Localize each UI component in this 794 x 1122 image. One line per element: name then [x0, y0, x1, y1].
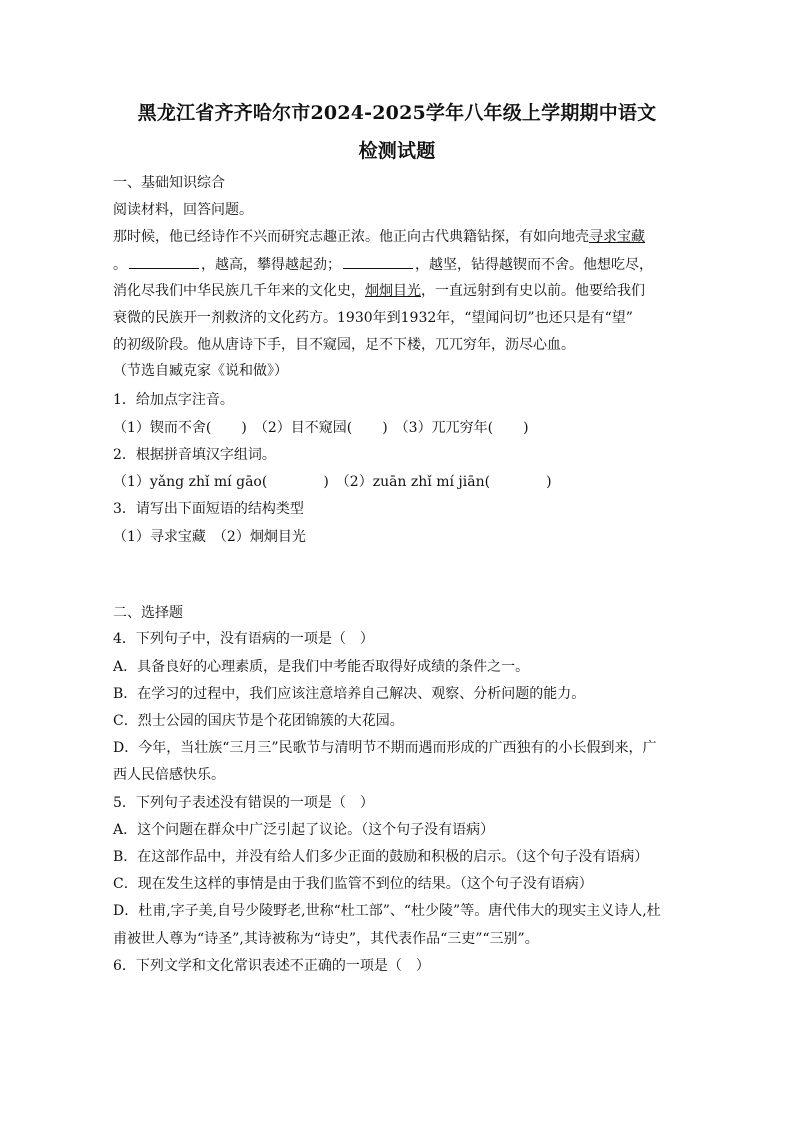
q5-option-b[interactable]: B．在这部作品中，并没有给人们多少正面的鼓励和积极的启示。（这个句子没有语病） — [113, 849, 649, 865]
passage-line-5: 的初级阶段。他从唐诗下手，目不窥园，足不下楼，兀兀穷年，沥尽心血。 — [113, 337, 575, 353]
underlined-phrase: 炯炯目光 — [365, 283, 421, 299]
q2-item-2: ) （2）zuān zhǐ mí jiān( — [323, 474, 491, 490]
q5-option-d-cont: 甫被世人尊为“诗圣”,其诗被称为“诗史”，其代表作品“三吏”“三别”。 — [113, 931, 539, 947]
fill-blank-1[interactable] — [129, 255, 199, 269]
passage-text: 消化尽我们中华民族几千年来的文化史， — [113, 283, 365, 299]
passage-line-3 — [113, 282, 645, 300]
passage-text: ，越坚，钻得越锲而不舍。他想吃尽， — [415, 257, 653, 273]
passage-line-2 — [113, 255, 653, 274]
q1-item-1: （1）锲而不舍( — [113, 420, 212, 436]
underlined-phrase: 寻求宝藏 — [589, 229, 645, 245]
q2-close: ) — [546, 474, 552, 490]
section2-heading: 二、选择题 — [113, 605, 183, 621]
q4-option-b[interactable]: B．在学习的过程中，我们应该注意培养自己解决、观察、分析问题的能力。 — [113, 686, 586, 702]
q1-item-3: ) （3）兀兀穷年( — [382, 420, 494, 436]
q1-item-2: ) （2）目不窥园( — [241, 420, 353, 436]
q5-option-c[interactable]: C．现在发生这样的事情是由于我们监管不到位的结果。（这个句子没有语病） — [113, 876, 593, 892]
question-3-stem: 3．请写出下面短语的结构类型 — [113, 501, 304, 517]
passage-text: ，一直远射到有史以前。他要给我们 — [421, 283, 645, 299]
doc-title-line2: 检测试题 — [358, 140, 436, 162]
question-1-stem: 1．给加点字注音。 — [113, 392, 234, 408]
q4-option-c[interactable]: C．烈士公园的国庆节是个花团锦簇的大花园。 — [113, 713, 404, 729]
question-3-items: （1）寻求宝藏 （2）炯炯目光 — [113, 529, 306, 545]
fill-blank-2[interactable] — [343, 255, 413, 269]
passage-line-4: 衰微的民族开一剂救济的文化药方。1930年到1932年，“望闻问切”也还只是有“望” — [113, 310, 633, 326]
doc-title-line1: 黑龙江省齐齐哈尔市2024-2025学年八年级上学期期中语文 — [137, 102, 657, 124]
question-2-items — [113, 473, 552, 491]
passage-source: （节选自臧克家《说和做》） — [113, 363, 288, 379]
q2-item-1: （1）yǎng zhǐ mí gāo( — [113, 474, 268, 490]
section1-heading: 一、基础知识综合 — [113, 175, 225, 191]
q4-option-d-cont: 西人民倍感快乐。 — [113, 767, 225, 783]
passage-line-1 — [113, 228, 645, 246]
question-6-stem: 6．下列文学和文化常识表述不正确的一项是（ ） — [113, 958, 430, 974]
q1-close: ) — [523, 420, 529, 436]
question-4-stem: 4．下列句子中，没有语病的一项是（ ） — [113, 631, 374, 647]
q5-option-a[interactable]: A．这个问题在群众中广泛引起了议论。（这个句子没有语病） — [113, 822, 495, 838]
q4-option-a[interactable]: A．具备良好的心理素质，是我们中考能否取得好成绩的条件之一。 — [113, 659, 530, 675]
question-5-stem: 5．下列句子表述没有错误的一项是（ ） — [113, 795, 374, 811]
passage-text: ，越高，攀得越起劲； — [201, 257, 341, 273]
q4-option-d[interactable]: D．今年，当壮族“三月三”民歌节与清明节不期而遇而形成的广西独有的小长假到来，广 — [113, 740, 657, 756]
question-2-stem: 2．根据拼音填汉字组词。 — [113, 447, 276, 463]
section1-intro: 阅读材料，回答问题。 — [113, 202, 253, 218]
q5-option-d[interactable]: D．杜甫,字子美,自号少陵野老,世称“杜工部”、“杜少陵”等。唐代伟大的现实主义诗人,杜 — [113, 903, 661, 919]
passage-text: 。 — [113, 257, 127, 273]
question-1-items — [113, 419, 529, 437]
passage-text: 那时候，他已经诗作不兴而研究志趣正浓。他正向古代典籍钻探，有如向地壳 — [113, 229, 589, 245]
